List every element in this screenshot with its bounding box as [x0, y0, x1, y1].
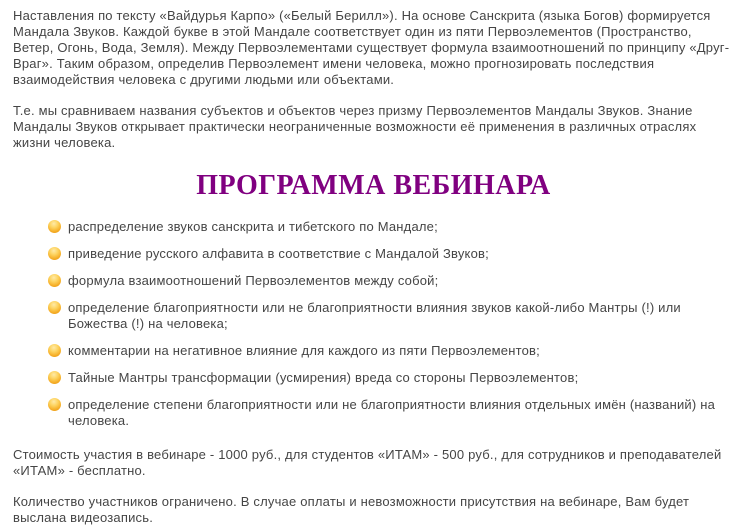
list-item — [48, 397, 734, 429]
orange-ball-icon — [48, 371, 61, 384]
list-item — [48, 273, 734, 289]
orange-ball-icon — [48, 344, 61, 357]
list-item-text: определение степени благоприятности или не благоприятности влияния отдельных имён (названий) на человека. — [68, 397, 716, 428]
list-item — [48, 300, 734, 332]
list-item-text: определение благоприятности или не благоприятности влияния звуков какой-либо Мантры (!) или Божества (!) на человека; — [68, 300, 681, 331]
page-title: ПРОГРАММА ВЕБИНАРА — [196, 170, 551, 201]
intro-paragraph-1: Наставления по тексту «Вайдурья Карпо» («Белый Берилл»). На основе Санскрита (языка Богов) формируется Мандала Звуков. Каждой букве в этой Мандале соответствует один из пяти Первоэлементов (Пространство, Ветер, Огонь, Вода, Земля). Между Первоэлементами существует формула взаимоотношений по принципу «Друг-Враг». Таким образом, определив Первоэлемент имени человека, можно прогнозировать последствия взаимодействия человека с другими людьми или объектами. — [13, 8, 730, 87]
orange-ball-icon — [48, 247, 61, 260]
program-list — [13, 219, 734, 429]
list-item — [48, 219, 734, 235]
orange-ball-icon — [48, 274, 61, 287]
list-item-text: распределение звуков санскрита и тибетского по Мандале; — [68, 219, 438, 234]
orange-ball-icon — [48, 301, 61, 314]
list-item-text: формула взаимоотношений Первоэлементов между собой; — [68, 273, 439, 288]
list-item-text: приведение русского алфавита в соответствие с Мандалой Звуков; — [68, 246, 489, 261]
participants-paragraph: Количество участников ограничено. В случае оплаты и невозможности присутствия на вебинаре, Вам будет выслана видеозапись. — [13, 494, 690, 525]
list-item — [48, 370, 734, 386]
intro-paragraph-2: Т.е. мы сравниваем названия субъектов и объектов через призму Первоэлементов Мандалы Звуков. Знание Мандалы Звуков открывает практически неограниченные возможности её применения в различных отраслях жизни человека. — [13, 103, 697, 150]
list-item-text: комментарии на негативное влияние для каждого из пяти Первоэлементов; — [68, 343, 540, 358]
price-paragraph: Стоимость участия в вебинаре - 1000 руб., для студентов «ИТАМ» - 500 руб., для сотрудников и преподавателей «ИТАМ» - бесплатно. — [13, 447, 722, 478]
orange-ball-icon — [48, 398, 61, 411]
list-item-text: Тайные Мантры трансформации (усмирения) вреда со стороны Первоэлементов; — [68, 370, 579, 385]
orange-ball-icon — [48, 220, 61, 233]
list-item — [48, 343, 734, 359]
list-item — [48, 246, 734, 262]
